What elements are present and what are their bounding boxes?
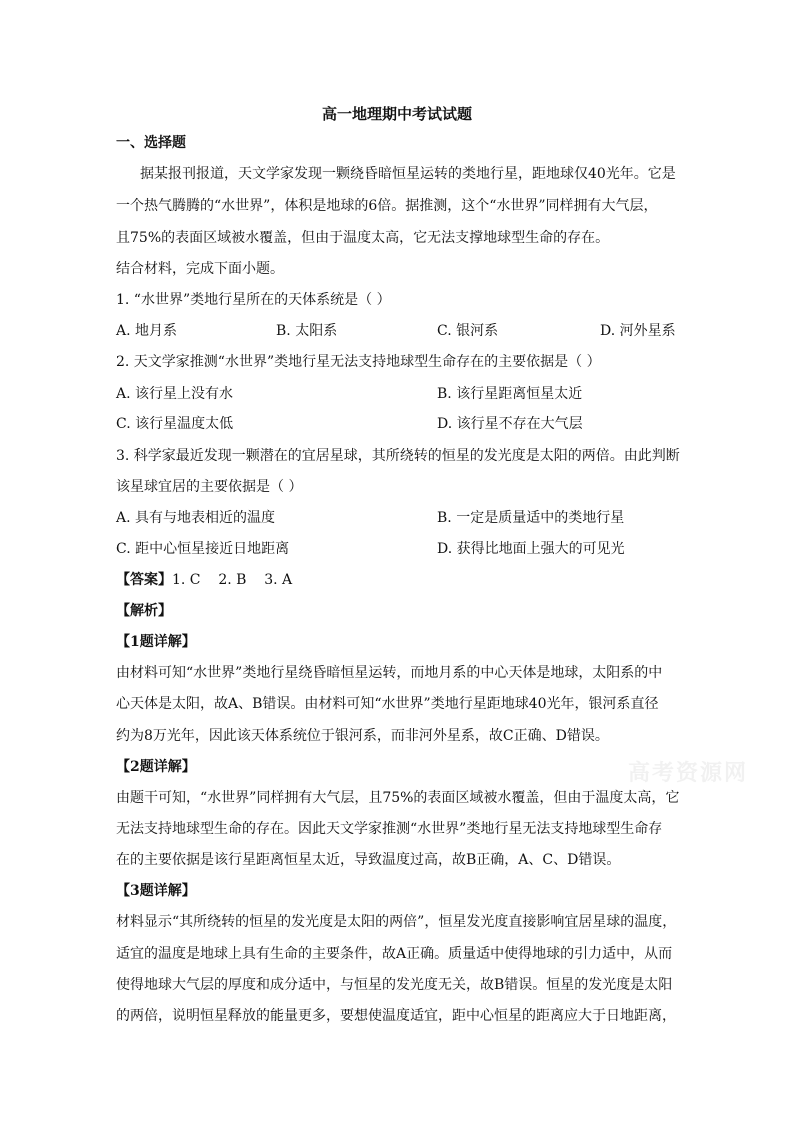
detail-2-line: 由题干可知，“水世界”同样拥有大气层，且75%的表面区域被水覆盖，但由于温度太高，它 (116, 790, 680, 806)
q3-option-b: B. 一定是质量适中的类地行星 (437, 510, 625, 526)
passage-line: 据某报刊报道，天文学家发现一颗绕昏暗恒星运转的类地行星，距地球仅40光年。它是 (140, 166, 676, 182)
detail-3-line: 的两倍，说明恒星释放的能量更多，要想使温度适宜，距中心恒星的距离应大于日地距离， (116, 1008, 676, 1024)
detail-2-line: 无法支持地球型生命的存在。因此天文学家推测“水世界”类地行星无法支持地球型生命存 (116, 821, 663, 837)
detail-2-label: 【2题详解】 (116, 759, 196, 775)
section-heading: 一、选择题 (116, 135, 186, 151)
detail-2-line: 在的主要依据是该行星距离恒星太近，导致温度过高，故B正确，A、C、D错误。 (116, 852, 621, 868)
answer-line (116, 570, 686, 590)
q2-option-c: C. 该行星温度太低 (116, 416, 234, 432)
analysis-label: 【解析】 (116, 603, 172, 619)
answer-label: 【答案】 (116, 572, 172, 588)
detail-3-label: 【3题详解】 (116, 883, 196, 899)
detail-1-label: 【1题详解】 (116, 634, 196, 650)
q3-option-c: C. 距中心恒星接近日地距离 (116, 541, 290, 557)
page-title: 高一地理期中考试试题 (321, 105, 472, 123)
watermark: 高考资源网 (628, 760, 749, 786)
detail-1-line: 心天体是太阳，故A、B错误。由材料可知“水世界”类地行星距地球40光年，银河系直径 (116, 696, 659, 712)
q2-option-d: D. 该行星不存在大气层 (437, 416, 583, 432)
q2-option-b: B. 该行星距离恒星太近 (437, 386, 583, 402)
detail-3-line: 材料显示“其所绕转的恒星的发光度是太阳的两倍”，恒星发光度直接影响宜居星球的温度， (116, 914, 677, 930)
q1-option-c: C. 银河系 (437, 323, 499, 339)
question-3-stem: 3. 科学家最近发现一颗潜在的宜居星球，其所绕转的恒星的发光度是太阳的两倍。由此判断 (116, 448, 680, 464)
q3-option-a: A. 具有与地表相近的温度 (116, 510, 276, 526)
question-1-stem: 1. “水世界”类地行星所在的天体系统是（ ） (116, 292, 391, 308)
detail-3-line: 适宜的温度是地球上具有生命的主要条件，故A正确。质量适中使得地球的引力适中，从而 (116, 946, 673, 962)
answer-text: 1. C 2. B 3. A (172, 572, 293, 588)
instruction-text: 结合材料，完成下面小题。 (116, 261, 284, 277)
question-2-stem: 2. 天文学家推测“水世界”类地行星无法支持地球型生命存在的主要依据是（ ） (116, 354, 601, 370)
passage-line: 一个热气腾腾的“水世界”，体积是地球的6倍。据推测，这个“水世界”同样拥有大气层， (116, 198, 658, 214)
question-3-stem: 该星球宜居的主要依据是（ ） (116, 479, 303, 495)
detail-1-line: 由材料可知“水世界”类地行星绕昏暗恒星运转，而地月系的中心天体是地球，太阳系的中 (116, 665, 663, 681)
q1-option-d: D. 河外星系 (600, 323, 676, 339)
passage-line: 且75%的表面区域被水覆盖，但由于温度太高，它无法支撑地球型生命的存在。 (116, 230, 610, 246)
q2-option-a: A. 该行星上没有水 (116, 386, 234, 402)
detail-3-line: 使得地球大气层的厚度和成分适中，与恒星的发光度无关，故B错误。恒星的发光度是太阳 (116, 977, 673, 993)
detail-1-line: 约为8万光年，因此该天体系统位于银河系，而非河外星系，故C正确、D错误。 (116, 728, 609, 744)
q1-option-b: B. 太阳系 (276, 323, 338, 339)
q3-option-d: D. 获得比地面上强大的可见光 (437, 541, 625, 557)
q1-option-a: A. 地月系 (116, 323, 178, 339)
